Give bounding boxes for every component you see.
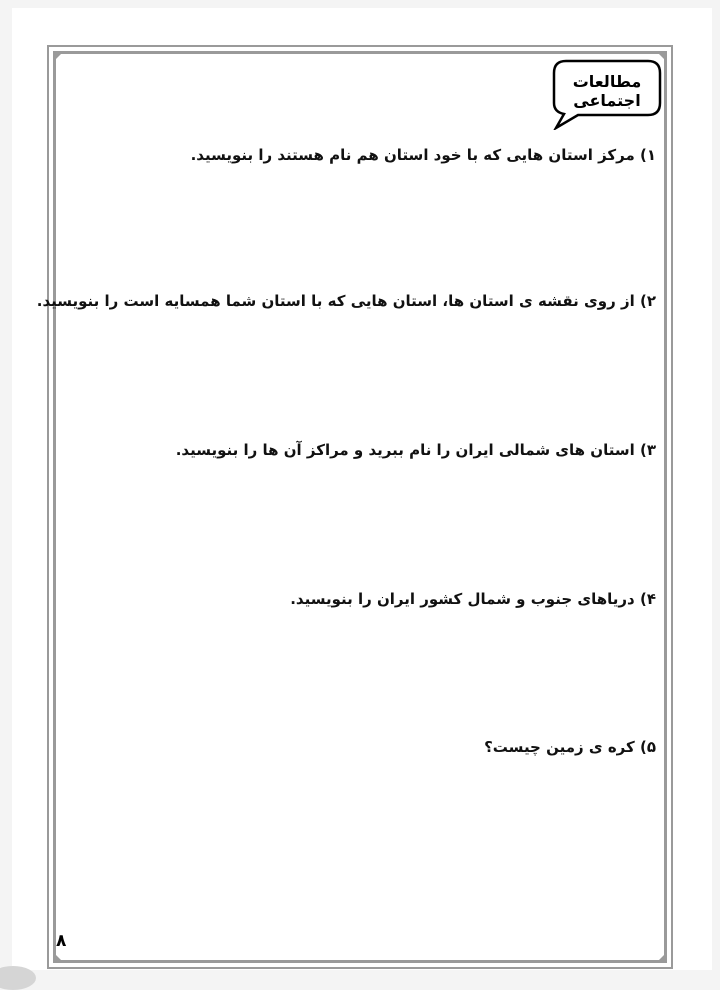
question-number: ۴)	[639, 590, 656, 608]
question-number: ۵)	[639, 738, 656, 756]
question-4	[290, 590, 656, 608]
corner-ornament	[658, 954, 665, 961]
corner-ornament	[55, 53, 62, 60]
question-number: ۲)	[639, 292, 656, 310]
corner-ornament	[55, 954, 62, 961]
question-number: ۱)	[639, 146, 656, 164]
question-1	[191, 146, 656, 164]
section-title: مطالعات اجتماعی	[572, 72, 642, 110]
scroll-handle[interactable]	[0, 966, 36, 990]
question-3	[176, 441, 656, 459]
page-border-inner	[53, 51, 667, 963]
question-text: دریاهای جنوب و شمال کشور ایران را بنویسید.	[290, 590, 635, 608]
page-number: ۸	[56, 931, 67, 951]
question-2	[37, 292, 656, 310]
question-number: ۳)	[639, 441, 656, 459]
question-text: کره ی زمین چیست؟	[484, 738, 635, 756]
question-text: مرکز استان هایی که با خود استان هم نام هستند را بنویسید.	[190, 146, 635, 164]
question-5	[484, 738, 656, 756]
question-text: استان های شمالی ایران را نام ببرید و مراکز آن ها را بنویسید.	[175, 441, 635, 459]
question-text: از روی نقشه ی استان ها، استان هایی که با استان شما همسایه است را بنویسید.	[36, 292, 635, 310]
